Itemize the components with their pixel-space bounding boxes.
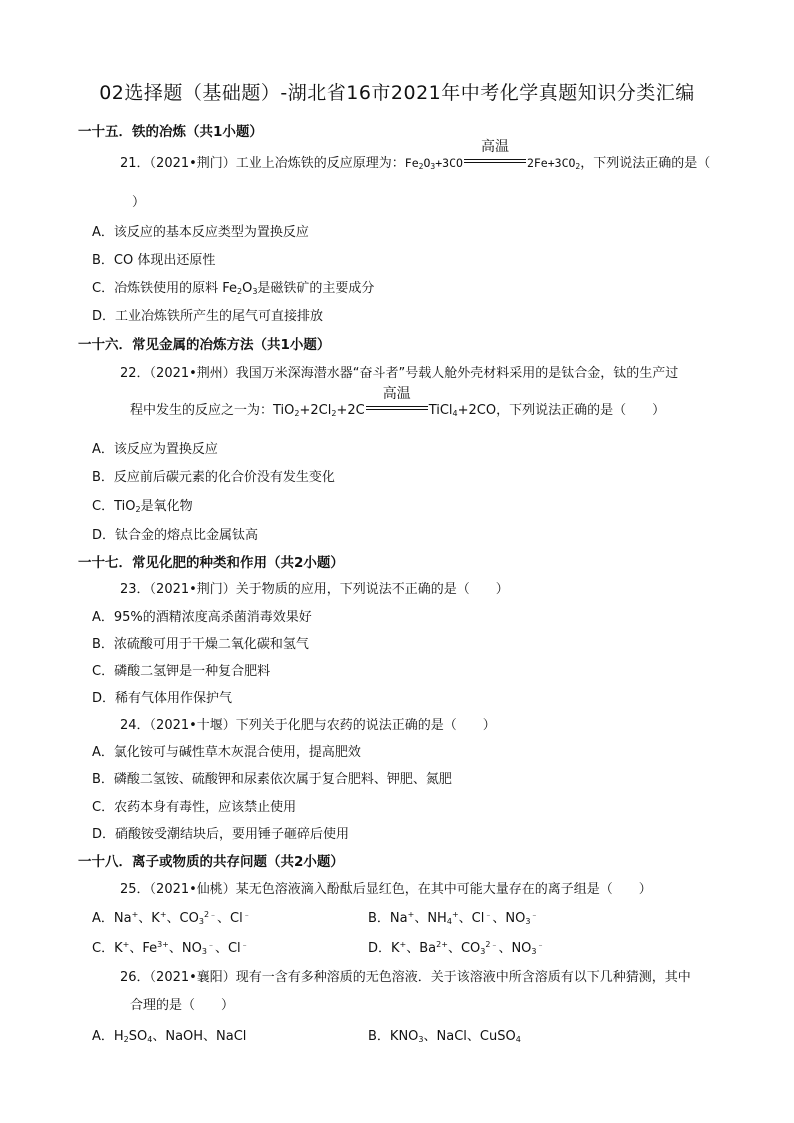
q22-option-a: A．该反应为置换反应	[92, 442, 218, 457]
q25-option-c: C．K+、$Fe^{3+}$、$NO_3^﹣$、Cl﹣	[92, 940, 249, 956]
q24-option-c: C．农药本身有毒性，应该禁止使用	[92, 800, 297, 815]
q23-option-b: B．浓硫酸可用于干燥二氧化碳和氢气	[92, 637, 309, 652]
q24-option-a: A．氯化铵可与碱性草木灰混合使用，提高肥效	[92, 745, 361, 760]
q24-option-b: B．磷酸二氢铵、硫酸钾和尿素依次属于复合肥料、钾肥、氮肥	[92, 772, 452, 787]
section-heading-17: 一十七．常见化肥的种类和作用（共2小题）	[78, 555, 344, 571]
question-text: 21．（2021•荆门）工业上冶炼铁的反应原理为：	[120, 156, 405, 171]
section-heading-15: 一十五．铁的冶炼（共1小题）	[78, 124, 263, 140]
q26-option-b: B．$KNO_3$、NaCl、CuSO$_4$	[368, 1029, 521, 1044]
q23-option-d: D．稀有气体用作保护气	[92, 691, 233, 706]
q26-option-a: A．$H_2SO_4$、NaOH、NaCl	[92, 1029, 247, 1044]
question-24-stem: 24．（2021•十堰）下列关于化肥与农药的说法正确的是（ ）	[120, 718, 496, 733]
section-heading-16: 一十六．常见金属的冶炼方法（共1小题）	[78, 337, 331, 353]
question-25-stem: 25．（2021•仙桃）某无色溶液滴入酚酞后显红色，在其中可能大量存在的离子组是（ ）	[120, 882, 652, 897]
q23-option-c: C．磷酸二氢钾是一种复合肥料	[92, 664, 271, 679]
reaction-condition: 高温	[464, 153, 526, 167]
equation-right: $2Fe+3CO_2$	[526, 156, 581, 171]
question-21-close: ）	[132, 195, 146, 210]
q25-option-a: A．Na+、K+、$CO_3^{2﹣}$、Cl﹣	[92, 910, 251, 926]
question-22-stem: 22．（2021•荆州）我国万米深海潜水器“奋斗者”号载人舱外壳材料采用的是钛合金，钛的生产过	[120, 366, 679, 381]
question-23-stem: 23．（2021•荆门）关于物质的应用，下列说法不正确的是（ ）	[120, 582, 509, 597]
q21-option-d: D．工业冶炼铁所产生的尾气可直接排放	[92, 309, 324, 324]
section-heading-18: 一十八．离子或物质的共存问题（共2小题）	[78, 854, 344, 870]
question-text-tail: ，下列说法正确的是（	[580, 156, 711, 171]
q22-option-b: B．反应前后碳元素的化合价没有发生变化	[92, 470, 335, 485]
page-title: 02选择题（基础题）-湖北省16市2021年中考化学真题知识分类汇编	[99, 82, 695, 104]
question-22-line2: 程中发生的反应之一为：$TiO_2+2Cl_2+2C$ 高温 TiCl$_4$+2CO，下列说法正确的是（ ）	[130, 386, 666, 418]
q21-option-c: C．冶炼铁使用的原料 $Fe_2O_3$是磁铁矿的主要成分	[92, 281, 375, 296]
q22-option-d: D．钛合金的熔点比金属钛高	[92, 528, 259, 543]
q23-option-a: A．95%的酒精浓度高杀菌消毒效果好	[92, 610, 312, 625]
q21-option-b: B．CO 体现出还原性	[92, 253, 216, 268]
q25-option-d: D．K+、$Ba^{2+}$、$CO_3^{2﹣}$、$NO_3^﹣$	[368, 940, 545, 956]
question-21-stem	[120, 139, 711, 171]
q24-option-d: D．硝酸铵受潮结块后，要用锤子砸碎后使用	[92, 827, 350, 842]
equation-left: $Fe_2O_3+3CO$	[404, 156, 463, 171]
q21-option-a: A．该反应的基本反应类型为置换反应	[92, 225, 309, 240]
reaction-condition: 高温	[366, 400, 428, 414]
q25-option-b: B．Na+、$NH_4^+$、Cl﹣、$NO_3^﹣$	[368, 910, 539, 926]
q22-option-c: C．TiO$_2$是氧化物	[92, 499, 193, 514]
question-26-line2: 合理的是（ ）	[130, 998, 235, 1013]
question-26-stem: 26．（2021•襄阳）现有一含有多种溶质的无色溶液．关于该溶液中所含溶质有以下几种猜测，其中	[120, 970, 691, 985]
